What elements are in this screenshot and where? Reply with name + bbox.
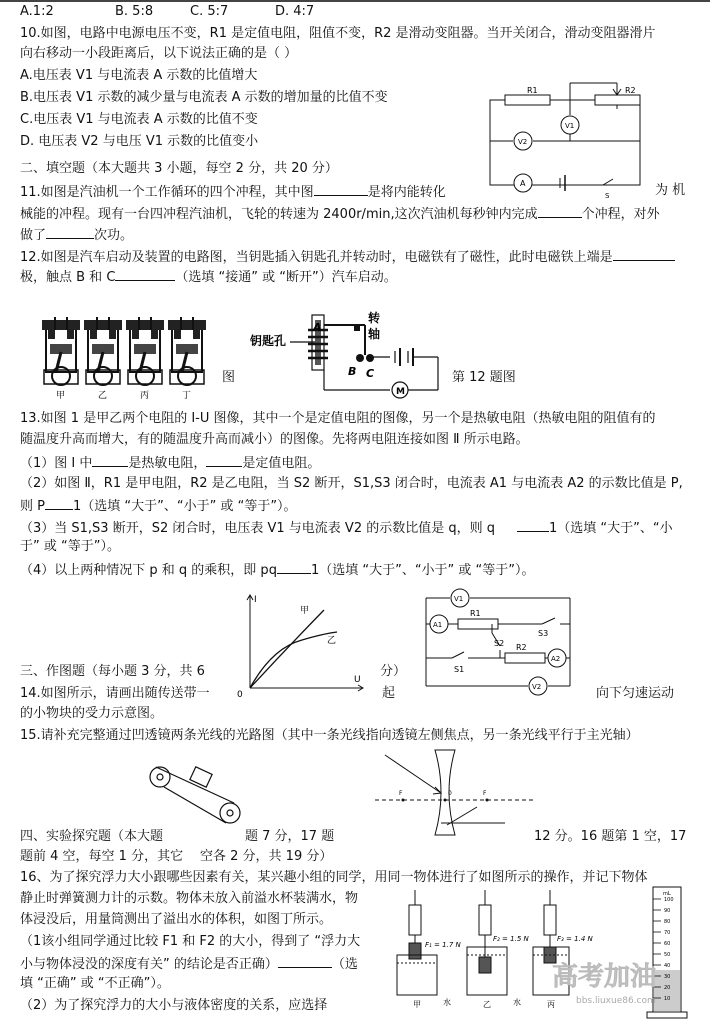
graph-x-label: U bbox=[354, 675, 361, 685]
q16-stem-3: 体浸没后，用量筒测出了溢出水的体积，如图丁所示。 bbox=[20, 912, 333, 927]
q16-blank-1[interactable] bbox=[278, 955, 332, 968]
q13-blank-4[interactable] bbox=[517, 519, 549, 532]
graph-origin-label: 0 bbox=[237, 690, 243, 700]
engine-label-ding: 丁 bbox=[182, 391, 192, 401]
q11-blank-2[interactable] bbox=[538, 205, 582, 218]
tick-50: 50 bbox=[664, 952, 671, 958]
c2-v2-label: V2 bbox=[532, 683, 542, 691]
c2-s1-label: S1 bbox=[454, 665, 465, 674]
q13-stem-2: 随温度升高而增大，有的随温度升高而减小）的图像。先将两电阻连接如图 Ⅱ 所示电路。 bbox=[20, 432, 529, 447]
section-4-title-2a: 题前 4 空，每空 1 分，其它 bbox=[20, 849, 184, 864]
q10-stem-2: 向右移动一小段距离后，以下说法正确的是（ ） bbox=[20, 46, 298, 61]
q13-circuit-2 bbox=[420, 588, 585, 696]
q9-option-b: B. 5:8 bbox=[115, 4, 154, 19]
car-starter-circuit bbox=[250, 305, 445, 400]
setup-jia-label: 甲 bbox=[413, 1000, 421, 1009]
motor-label: M bbox=[396, 387, 405, 397]
watermark-url: bbs.liuxue86.com bbox=[576, 996, 656, 1006]
q16-stem-2: 静止时弹簧测力计的示数。物体未放入前溢水杯装满水，物 bbox=[20, 891, 359, 906]
lens-focus-left-label: F bbox=[399, 790, 403, 797]
q13-part-3-line-2: 于” 或 “等于”）。 bbox=[20, 539, 120, 554]
tick-40: 40 bbox=[664, 963, 671, 969]
engine-label-yi: 乙 bbox=[98, 391, 108, 401]
section-4-title-1b: 题 7 分，17 题 bbox=[245, 829, 335, 844]
q13-blank-1[interactable] bbox=[92, 454, 128, 467]
force-f1-label: F₁ = 1.7 N bbox=[425, 941, 461, 949]
q11-blank-3[interactable] bbox=[46, 226, 94, 239]
axle-label-1: 转 bbox=[368, 311, 381, 325]
tick-80: 80 bbox=[664, 919, 671, 925]
q10-option-a: A.电压表 V1 与电流表 A 示数的比值增大 bbox=[20, 68, 258, 83]
q13-part-1: （1）图 Ⅰ 中 是热敏电阻， 是定值电阻。 bbox=[20, 456, 321, 471]
point-b-label: B bbox=[348, 365, 357, 378]
q15-stem: 15.请补充完整通过凹透镜两条光线的光路图（其中一条光线指向透镜左侧焦点，另一条光线平行于主光轴） bbox=[20, 728, 639, 743]
q16-part-1-line-2: 小与物体浸没的深度有关” 的结论是否正确） （选 bbox=[20, 957, 358, 972]
q16-part-1-line-3: 填 “正确” 或 “不正确”）。 bbox=[20, 976, 170, 991]
watermark-logo bbox=[546, 955, 696, 1011]
q11-line-3: 做了 次功。 bbox=[20, 228, 134, 243]
tick-10: 10 bbox=[664, 996, 671, 1002]
q11-line-1: 11.如图是汽油机一个工作循环的四个冲程，其中图 是将内能转化 bbox=[20, 185, 446, 200]
setup-water-1-label: 水 bbox=[443, 998, 451, 1007]
engine-strokes-figure bbox=[42, 312, 212, 402]
q9-option-c: C. 5:7 bbox=[190, 4, 229, 19]
keyhole-label: 钥匙孔 bbox=[250, 334, 287, 348]
point-a-label: A bbox=[313, 321, 322, 334]
c2-a2-label: A2 bbox=[551, 655, 561, 663]
tick-60: 60 bbox=[664, 941, 671, 947]
q12-blank-1[interactable] bbox=[613, 248, 675, 261]
force-f2-label: F₂ = 1.5 N bbox=[493, 935, 529, 943]
q10-option-c: C.电压表 V1 与电流表 A 示数的比值不变 bbox=[20, 112, 258, 127]
watermark-text: 高考加油 bbox=[552, 962, 657, 992]
tick-20: 20 bbox=[664, 985, 671, 991]
engine-label-jia: 甲 bbox=[56, 391, 66, 401]
engine-label-bing: 丙 bbox=[140, 391, 150, 401]
switch-label: S bbox=[605, 192, 610, 200]
tick-70: 70 bbox=[664, 930, 671, 936]
setup-bing-label: 丙 bbox=[547, 1000, 555, 1009]
q13-part-3-line-1: （3）当 S1,S3 断开，S2 闭合时，电压表 V1 与电流表 V2 的示数比值是 q，则 q 1（选填 “大于”、“小 bbox=[20, 521, 673, 536]
section-2-title: 二、填空题（本大题共 3 小题，每空 2 分，共 20 分） bbox=[20, 161, 338, 176]
q9-option-d: D. 4:7 bbox=[275, 4, 315, 19]
q10-option-d: D. 电压表 V2 与电压 V1 示数的比值变小 bbox=[20, 134, 259, 149]
setup-yi-label: 乙 bbox=[483, 1000, 491, 1009]
q14-line-1: 14.如图所示，请画出随传送带一 bbox=[20, 686, 210, 701]
concave-lens-figure bbox=[375, 745, 540, 840]
q10-option-b: B.电压表 V1 示数的减少量与电流表 A 示数的增加量的比值不变 bbox=[20, 90, 388, 105]
section-3-title-end: 分） bbox=[380, 664, 407, 679]
q16-stem-1: 16、为了探究浮力大小跟哪些因素有关，某兴趣小组的同学，用同一物体进行了如图所示的操作，并记下物体 bbox=[20, 870, 648, 885]
axle-label-2: 轴 bbox=[368, 327, 381, 341]
top-border bbox=[0, 0, 710, 2]
graph-y-label: I bbox=[254, 595, 257, 605]
q12-line-2: 极，触点 B 和 C （选填 “接通” 或 “断开”）汽车启动。 bbox=[20, 270, 397, 285]
q13-part-2-line-1: （2）如图 Ⅱ，R1 是甲电阻，R2 是乙电阻，当 S2 断开，S1,S3 闭合时，电流表 A1 与电流表 A2 的示数比值是 P, bbox=[20, 476, 683, 491]
r1-label: R1 bbox=[527, 86, 538, 95]
c2-v1-label: V1 bbox=[454, 595, 464, 603]
q11-line-1-end: 为 机 bbox=[655, 183, 686, 198]
c2-r2-label: R2 bbox=[516, 643, 527, 652]
tick-30: 30 bbox=[664, 974, 671, 980]
lens-center-label: 0 bbox=[448, 790, 452, 797]
r2-label: R2 bbox=[625, 86, 636, 95]
ammeter-label: A bbox=[520, 179, 526, 188]
setup-water-2-label: 水 bbox=[513, 998, 521, 1007]
force-f3-label: F₃ = 1.4 N bbox=[557, 935, 593, 943]
graph-yi-label: 乙 bbox=[327, 636, 337, 646]
q12-caption: 第 12 题图 bbox=[452, 370, 516, 385]
v1-label: V1 bbox=[565, 122, 575, 130]
q11-figure-word: 图 bbox=[222, 370, 236, 385]
iu-graph bbox=[232, 588, 372, 700]
lens-focus-right-label: F bbox=[483, 790, 487, 797]
section-3-title: 三、作图题（每小题 3 分，共 6 bbox=[20, 664, 205, 679]
q13-part-2-line-2: 则 P 1（选填 “大于”、“小于” 或 “等于”）。 bbox=[20, 499, 297, 514]
q10-circuit-diagram bbox=[485, 75, 685, 200]
q14-line-2: 的小物块的受力示意图。 bbox=[20, 706, 164, 721]
q11-blank-1[interactable] bbox=[314, 183, 368, 196]
q14-line-1-mid: 起 bbox=[382, 686, 396, 701]
q9-option-a: A.1:2 bbox=[20, 4, 54, 19]
v2-label: V2 bbox=[518, 138, 528, 146]
q16-part-1-line-1: （1该小组同学通过比较 F1 和 F2 的大小，得到了 “浮力大 bbox=[20, 934, 361, 949]
tick-100: 100 bbox=[664, 897, 674, 903]
cylinder-unit: mL bbox=[663, 891, 671, 897]
section-4-title-1a: 四、实验探究题（本大题 bbox=[20, 829, 164, 844]
q13-stem-1: 13.如图 1 是甲乙两个电阻的 I-U 图像，其中一个是定值电阻的图像，另一个是热敏电阻（热敏电阻的阻值有的 bbox=[20, 411, 656, 426]
q10-stem-1: 10.如图，电路中电源电压不变，R1 是定值电阻，阻值不变，R2 是滑动变阻器。当开关闭合，滑动变阻器滑片 bbox=[20, 26, 656, 41]
q16-part-2: （2）为了探究浮力的大小与液体密度的关系，应选择 bbox=[20, 998, 328, 1013]
q13-part-4: （4）以上两种情况下 p 和 q 的乘积，即 pq 1（选填 “大于”、“小于” 或 “等于”）。 bbox=[20, 563, 535, 578]
c2-s2-label: S2 bbox=[494, 639, 505, 648]
q14-line-1-end: 向下匀速运动 bbox=[596, 686, 675, 701]
point-c-label: C bbox=[366, 367, 375, 380]
section-4-title-2b: 空各 2 分，共 19 分） bbox=[200, 849, 333, 864]
section-4-title-1c: 12 分。16 题第 1 空，17 bbox=[534, 829, 687, 844]
c2-r1-label: R1 bbox=[470, 609, 481, 618]
q13-blank-2[interactable] bbox=[206, 454, 242, 467]
q12-line-1: 12.如图是汽车启动及装置的电路图，当钥匙插入钥匙孔并转动时，电磁铁有了磁性，此时电磁铁上端是 bbox=[20, 248, 675, 266]
q13-blank-3[interactable] bbox=[45, 497, 73, 510]
graph-jia-label: 甲 bbox=[300, 606, 310, 616]
c2-s3-label: S3 bbox=[538, 629, 549, 638]
c2-a1-label: A1 bbox=[433, 621, 443, 629]
tick-90: 90 bbox=[664, 908, 671, 914]
q13-blank-5[interactable] bbox=[277, 561, 311, 574]
q11-line-2: 械能的冲程。现有一台四冲程汽油机，飞轮的转速为 2400r/min,这次汽油机每秒钟内完成 个冲程，对外 bbox=[20, 207, 660, 222]
q12-blank-2[interactable] bbox=[115, 268, 175, 281]
conveyor-belt-figure bbox=[140, 755, 250, 835]
